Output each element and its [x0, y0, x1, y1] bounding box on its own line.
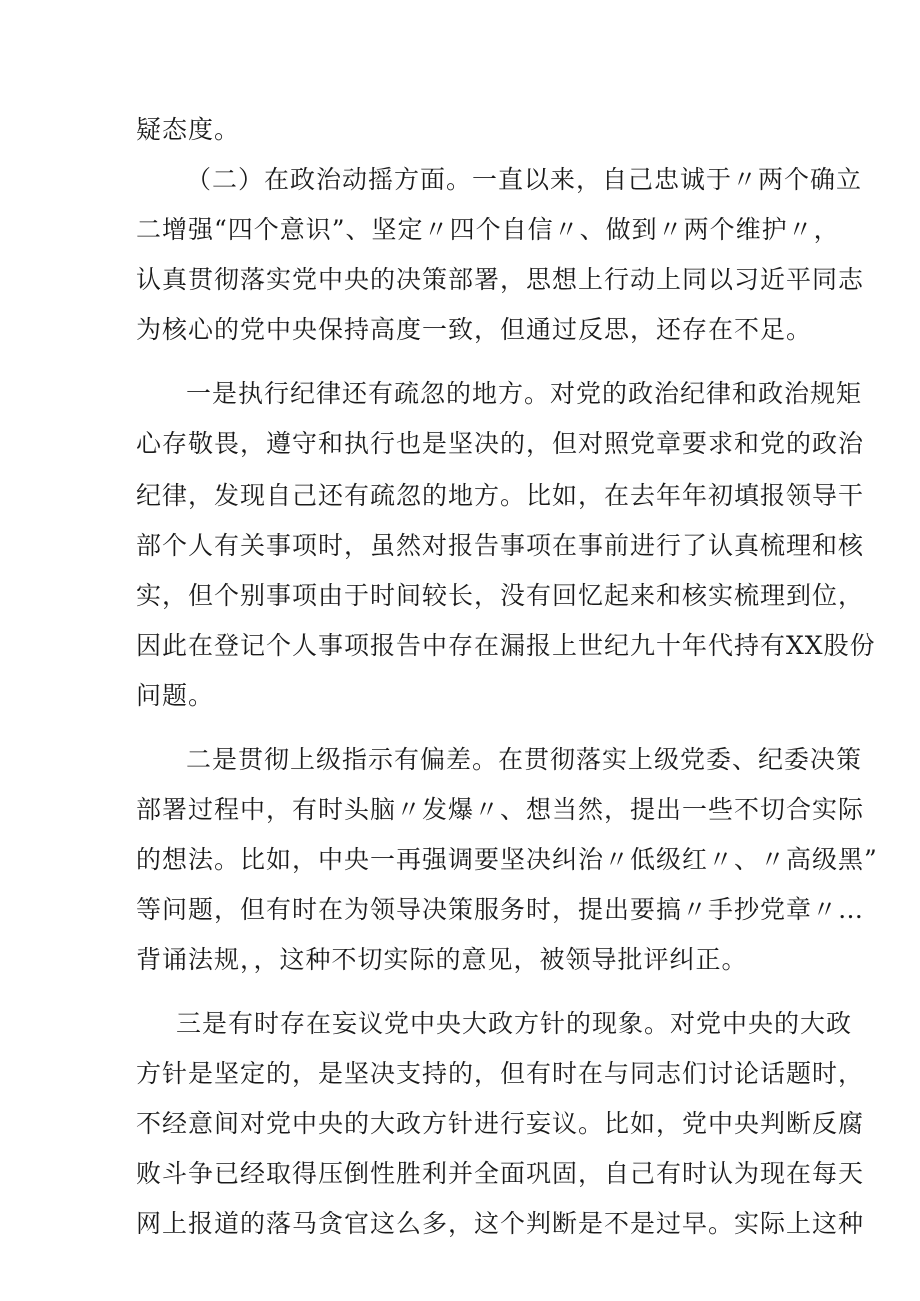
text-line: 背诵法规，，这种不切实际的意见，被领导批评纠正。 — [136, 945, 748, 974]
text-line: （二）在政治动摇方面。一直以来，自己忠诚于〃两个确立 — [186, 165, 863, 194]
text-line: 部个人有关事项时，虽然对报告事项在事前进行了认真梳理和核 — [136, 531, 865, 560]
text-line: 部署过程中，有时头脑〃发爆〃、想当然，提出一些不切合实际 — [136, 795, 865, 824]
text-line: 二是贯彻上级指示有偏差。在贯彻落实上级党委、纪委决策 — [186, 745, 863, 774]
text-line: 心存敬畏，遵守和执行也是坚决的，但对照党章要求和党的政治 — [136, 429, 865, 458]
text-line: 不经意间对党中央的大政方针进行妄议。比如，党中央判断反腐 — [136, 1109, 865, 1138]
text-line: 认真贯彻落实党中央的决策部署，思想上行动上同以习近平同志 — [136, 265, 865, 294]
text-line: 三是有时存在妄议党中央大政方针的现象。对党中央的大政 — [176, 1009, 853, 1038]
text-line: 方针是坚定的，是坚决支持的，但有时在与同志们讨论话题时， — [136, 1059, 865, 1088]
text-line: 因此在登记个人事项报告中存在漏报上世纪九十年代持有XX股份 — [136, 631, 876, 660]
text-line: 纪律，发现自己还有疏忽的地方。比如，在去年年初填报领导干 — [136, 481, 865, 510]
text-line: 网上报道的落马贪官这么多，这个判断是不是过早。实际上这种 — [136, 1209, 865, 1238]
text-line: 败斗争已经取得压倒性胜利并全面巩固，自己有时认为现在每天 — [136, 1159, 865, 1188]
text-line: 一是执行纪律还有疏忽的地方。对党的政治纪律和政治规矩 — [186, 379, 863, 408]
text-line: 二增强“四个意识”、坚定〃四个自信〃、做到〃两个维护〃， — [136, 215, 840, 244]
text-line: 的想法。比如，中央一再强调要坚决纠治〃低级红〃、〃高级黑” — [136, 845, 878, 874]
text-line: 实，但个别事项由于时间较长，没有回忆起来和核实梳理到位， — [136, 581, 865, 610]
text-line: 问题。 — [136, 681, 215, 710]
text-line: 为核心的党中央保持高度一致，但通过反思，还存在不足。 — [136, 315, 813, 344]
text-line: 等问题，但有时在为领导决策服务时，提出要搞〃手抄党章〃… — [136, 895, 865, 924]
text-line: 疑态度。 — [136, 115, 241, 144]
